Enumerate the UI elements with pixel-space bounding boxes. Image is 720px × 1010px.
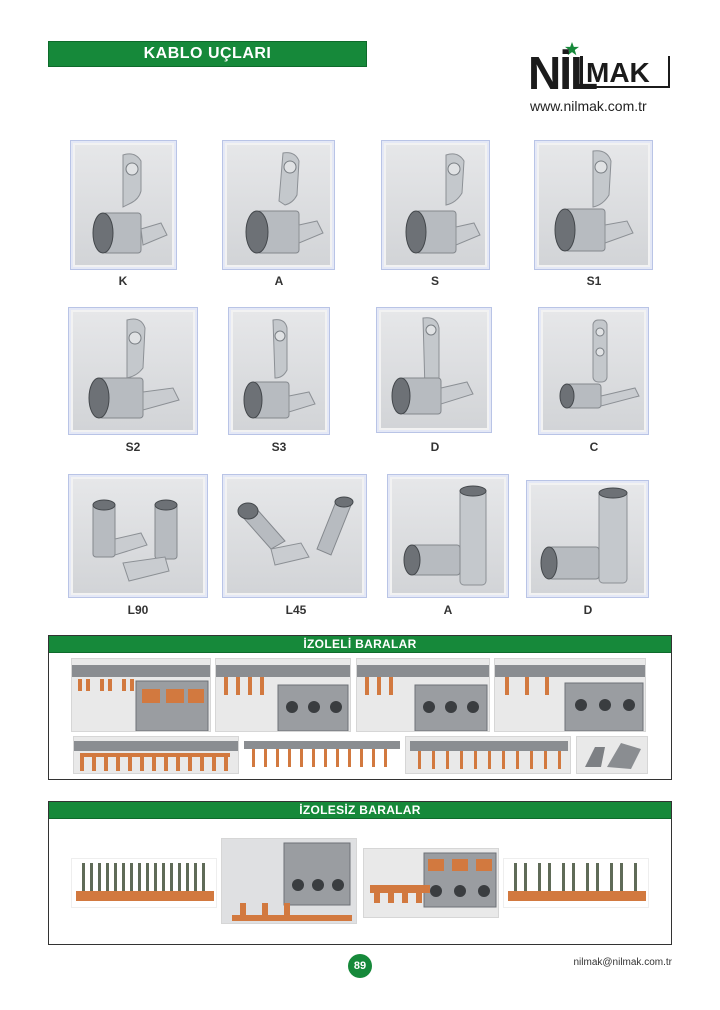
bare-forked-busbar-breaker-icon [364,849,499,918]
insulated-busbars-section [48,635,672,780]
product-photo-c [538,307,649,435]
product-label-a-connector: A [443,603,453,617]
logo-text-left: NİL [528,47,597,99]
cable-lug-l90-icon [73,479,203,593]
cable-lug-d-icon [381,312,487,428]
bare-pin-busbar-icon [504,859,649,908]
page-title: KABLO UÇLARI [143,45,272,62]
product-label-k: K [118,274,128,288]
uninsulated-busbars-header [49,802,671,819]
cable-lug-k-icon [75,145,172,265]
cable-lug-s1-icon [539,145,648,265]
product-label-l90: L90 [127,603,149,617]
product-label-c: C [589,440,599,454]
busbar-photo-7 [405,736,571,774]
connector-d-icon [531,485,644,593]
insulated-busbars-header [49,636,671,653]
contact-email[interactable]: nilmak@nilmak.com.tr [573,957,672,968]
bare-pin-busbar-icon [72,859,217,908]
pin-busbar-icon [216,659,351,732]
product-photo-d [376,307,492,433]
busbar-photo-2 [215,658,351,732]
product-label-d: D [430,440,440,454]
cable-lug-s-icon [386,145,485,265]
product-photo-s [381,140,490,270]
bare-busbar-breaker-icon [222,839,357,924]
pin-busbar-long-icon [244,737,401,774]
page-number-badge [348,954,372,978]
page-title-bar [48,41,367,67]
product-photo-s1 [534,140,653,270]
product-photo-l45 [222,474,367,598]
product-label-s1: S1 [586,274,602,288]
connector-a-icon [392,479,504,593]
cable-lug-s3-icon [233,312,325,430]
product-photo-s2 [68,307,198,435]
pin-busbar-icon [357,659,490,732]
end-cap-icon [577,737,648,774]
bare-busbar-photo-2 [221,838,357,924]
busbar-photo-1 [71,658,211,732]
busbar-photo-6 [243,736,401,774]
cable-lug-l45-icon [227,479,362,593]
website-url: www.nilmak.com.tr [530,98,647,114]
bare-busbar-photo-3 [363,848,499,918]
product-label-d-connector: D [583,603,593,617]
pin-busbar-icon [495,659,646,732]
logo-text-right: MAK [586,57,650,88]
product-label-s: S [430,274,439,288]
busbar-end-cap-photo [576,736,648,774]
insulated-busbars-title: İZOLELİ BARALAR [303,637,417,651]
product-label-s3: S3 [271,440,287,454]
product-label-a: A [274,274,284,288]
product-photo-a [222,140,335,270]
busbar-photo-4 [494,658,646,732]
uninsulated-busbars-section [48,801,672,945]
forked-busbar-long-icon [74,737,239,774]
product-photo-a-connector [387,474,509,598]
product-photo-s3 [228,307,330,435]
product-photo-l90 [68,474,208,598]
cable-lug-s2-icon [73,312,193,430]
forked-busbar-icon [72,659,211,732]
page-number: 89 [353,960,367,972]
product-label-s2: S2 [125,440,141,454]
cable-lug-a-icon [227,145,330,265]
pin-busbar-long-icon [406,737,571,774]
busbar-photo-5 [73,736,239,774]
busbar-photo-3 [356,658,490,732]
uninsulated-busbars-title: İZOLESİZ BARALAR [299,803,421,817]
cable-lug-c-icon [543,312,644,430]
product-photo-d-connector [526,480,649,598]
bare-busbar-photo-4 [503,858,649,908]
nilmak-logo [528,42,673,117]
product-photo-k [70,140,177,270]
product-label-l45: L45 [285,603,307,617]
bare-busbar-photo-1 [71,858,217,908]
